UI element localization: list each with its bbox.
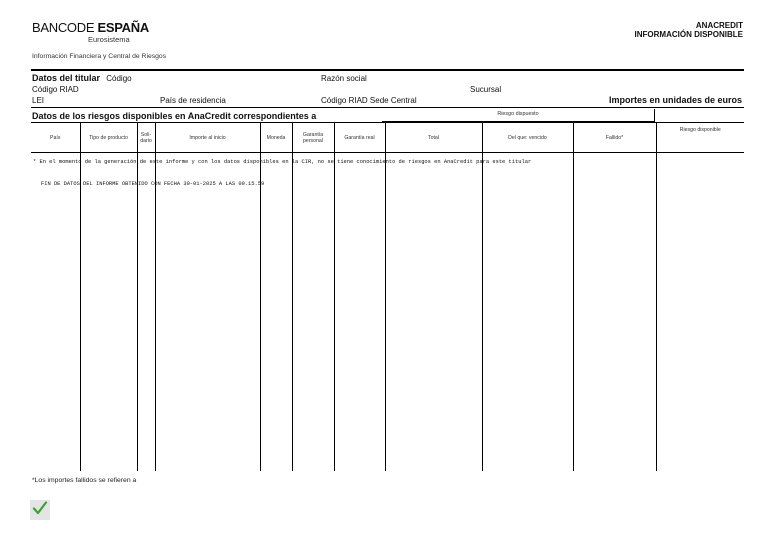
col-solidario-line2: dario xyxy=(140,137,152,144)
col-garantia-real: Garantía real xyxy=(334,123,385,153)
cell-solidario xyxy=(137,153,155,471)
status-check xyxy=(30,500,50,520)
cell-riesgo-disponible xyxy=(656,153,744,471)
cell-fallido xyxy=(573,153,656,471)
cell-moneda xyxy=(260,153,292,471)
codigo-riad-sede-label: Código RIAD Sede Central xyxy=(321,96,417,105)
codigo-riad-label: Código RIAD xyxy=(32,85,79,94)
logo-eurosistema: Eurosistema xyxy=(88,35,130,44)
cell-importe-inicio xyxy=(155,153,260,471)
pais-residencia-label: País de residencia xyxy=(160,96,226,105)
table-header-row xyxy=(31,123,744,153)
cell-pais xyxy=(31,153,80,471)
titular-heading: Datos del titular xyxy=(32,73,101,83)
importes-label: Importes en unidades de euros xyxy=(608,95,742,105)
col-garantia-personal-line1: Garantía xyxy=(302,131,324,138)
lei-label: LEI xyxy=(32,96,45,105)
col-garantia-personal-line2: personal xyxy=(303,137,323,144)
col-pais: País xyxy=(31,123,80,153)
cell-del-que-vencido xyxy=(482,153,573,471)
logo-de: DE xyxy=(76,20,95,35)
checkmark-icon xyxy=(32,500,48,521)
end-of-report-line: FIN DE DATOS DEL INFORME OBTENIDO CON FECHA 30-01-2025 A LAS 09.15.59 xyxy=(41,181,265,187)
report-title xyxy=(635,21,743,39)
razon-social-label: Razón social xyxy=(321,74,367,83)
cell-tipo-producto xyxy=(80,153,137,471)
section-rule-top xyxy=(31,107,744,108)
cell-garantia-personal xyxy=(292,153,334,471)
logo-banco: BANCO xyxy=(32,20,77,35)
cell-total xyxy=(385,153,482,471)
col-total: Total xyxy=(385,123,482,153)
logo-espana: ESPAÑA xyxy=(97,20,149,35)
table-body-row xyxy=(31,153,744,471)
col-riesgo-disponible: Riesgo disponible xyxy=(656,123,744,153)
col-solidario-line1: Soli- xyxy=(140,131,152,138)
header-divider xyxy=(31,69,744,71)
bank-logo xyxy=(32,20,149,35)
report-title-line2: INFORMACIÓN DISPONIBLE xyxy=(634,30,743,39)
page-subtitle: Información Financiera y Central de Riesgos xyxy=(32,53,167,60)
footnote: *Los importes fallidos se refieren a xyxy=(32,477,137,484)
col-tipo-producto: Tipo de producto xyxy=(80,123,137,153)
riesgos-heading: Datos de los riesgos disponibles en AnaCredit correspondientes a xyxy=(32,111,317,121)
riesgo-disponible-top-divider xyxy=(654,109,655,123)
col-solidario xyxy=(137,123,155,153)
col-del-que-vencido: Del que: vencido xyxy=(482,123,573,153)
cell-garantia-real xyxy=(334,153,385,471)
col-garantia-personal xyxy=(292,123,334,153)
col-moneda: Moneda xyxy=(260,123,292,153)
titular-row-1 xyxy=(32,73,132,83)
sucursal-label: Sucursal xyxy=(470,85,502,94)
report-title-line1: ANACREDIT xyxy=(695,21,743,30)
codigo-label: Código xyxy=(106,74,132,83)
riesgo-dispuesto-group-label: Riesgo dispuesto xyxy=(497,111,539,117)
col-importe-inicio: Importe al inicio xyxy=(155,123,260,153)
riesgos-table xyxy=(31,123,744,471)
no-risks-message: * En el momento de la generación de este informe y con los datos disponibles en la CIR, no se tiene conocimiento de riesgos en AnaCredit para este titular xyxy=(33,159,532,165)
col-fallido: Fallido* xyxy=(573,123,656,153)
